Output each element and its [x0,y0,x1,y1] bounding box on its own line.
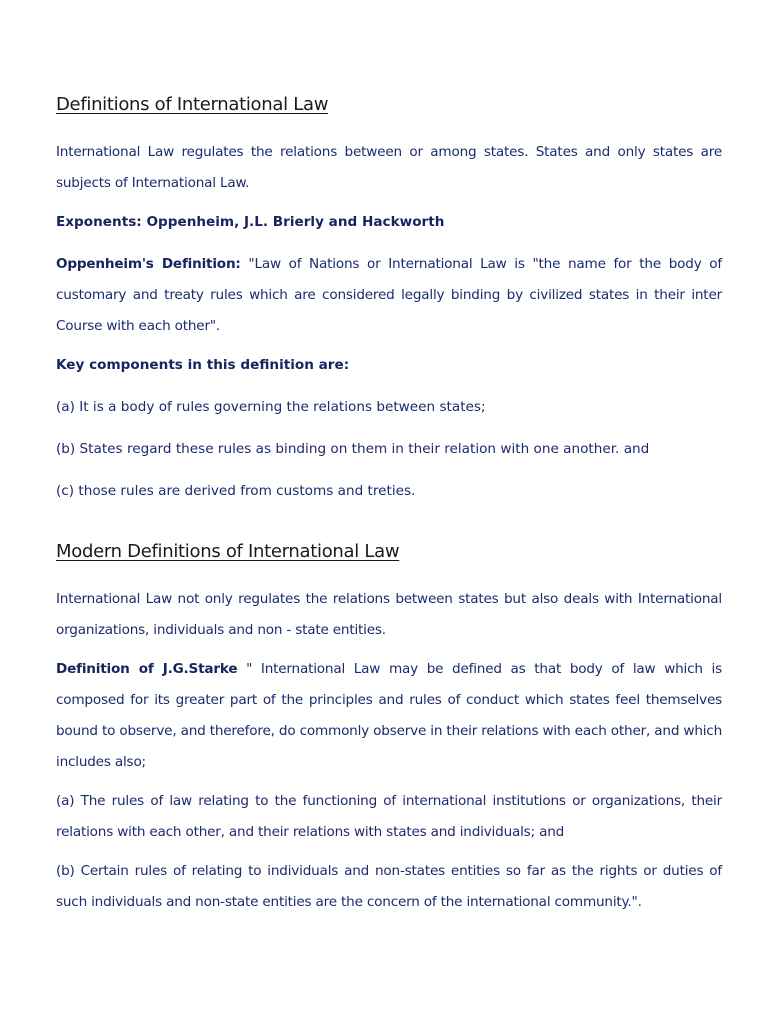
oppenheim-text: "Law of Nations or International Law is "the name for the body of customary and treaty rules which are considered legally binding by civilized states in their inter Course with each other". [56,256,723,334]
starke-item: (b) Certain rules of relating to individuals and non-states entities so far as the rights or duties of such individuals and non-state entities are the concern of the international community.". [56,863,722,910]
section-title-definitions: Definitions of International Law [56,94,329,115]
starke-definition [56,654,722,778]
intro-paragraph: International Law regulates the relations between or among states. States and only states are subjects of International Law. [56,144,722,191]
document-page [56,94,722,926]
key-components-heading: Key components in this definition are: [56,357,350,373]
component-item: (b) States regard these rules as binding on them in their relation with one another. and [56,441,650,457]
starke-item: (a) The rules of law relating to the functioning of international institutions or organizations, their relations with each other, and their relations with states and individuals; and [56,793,722,840]
starke-label: Definition of J.G.Starke [56,661,238,677]
component-item: (c) those rules are derived from customs and treties. [56,483,416,499]
section-title-modern-definitions: Modern Definitions of International Law [56,541,400,562]
component-item: (a) It is a body of rules governing the relations between states; [56,399,486,415]
oppenheim-label: Oppenheim's Definition: [56,256,241,272]
modern-intro-paragraph: International Law not only regulates the relations between states but also deals with International organizations, individuals and non - state entities. [56,591,722,638]
oppenheim-definition [56,249,722,342]
starke-text: " International Law may be defined as that body of law which is composed for its greater part of the principles and rules of conduct which states feel themselves bound to observe, and therefore, do commonly observe in their relations with each other, and which includes also; [56,661,722,770]
exponents-line: Exponents: Oppenheim, J.L. Brierly and Hackworth [56,214,445,230]
